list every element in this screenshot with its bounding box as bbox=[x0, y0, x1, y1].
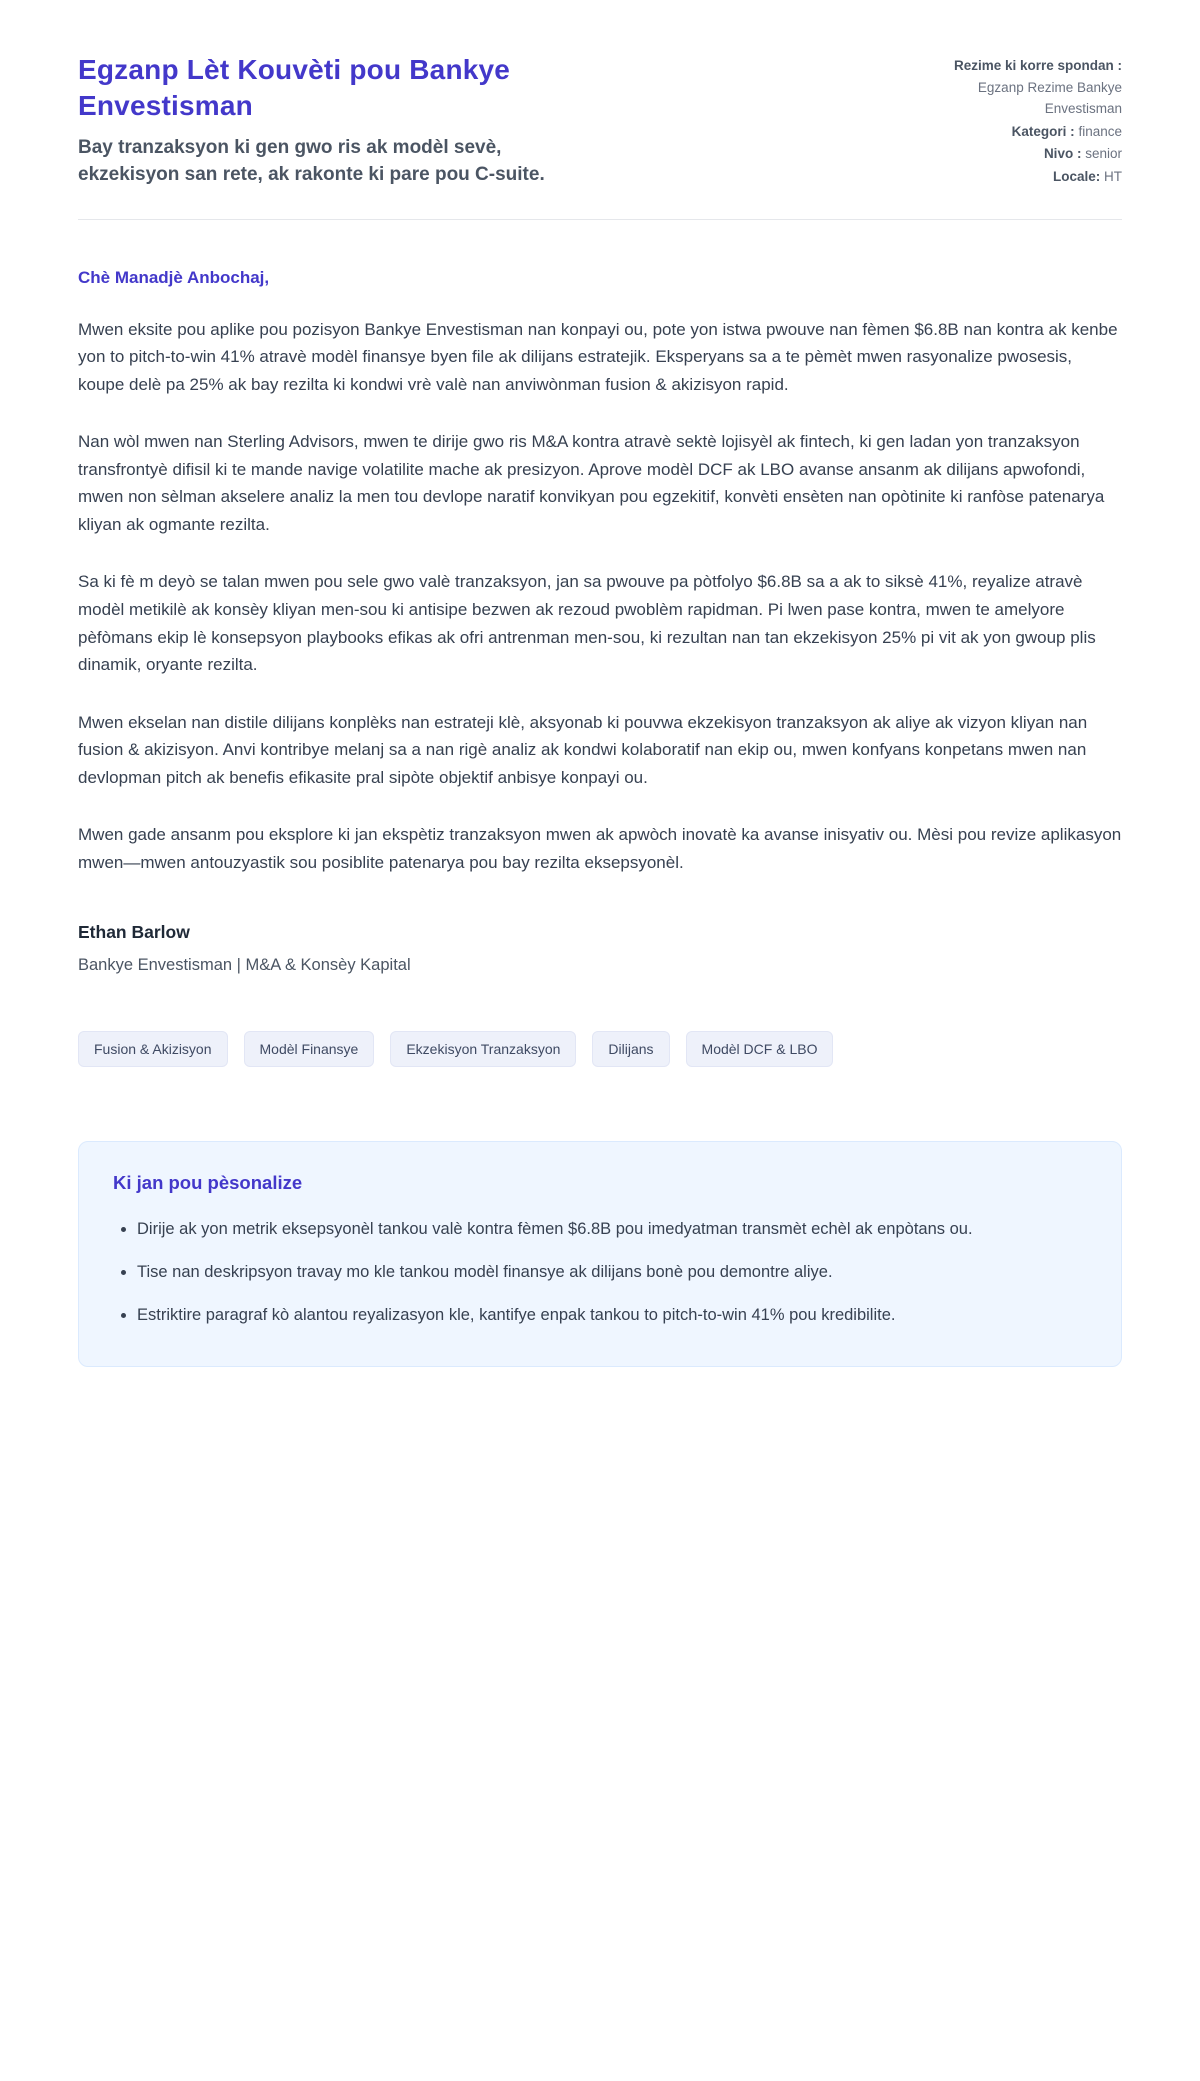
tips-list bbox=[113, 1216, 1087, 1328]
tips-item: • Dirije ak yon metrik eksepsyonèl tankou valè kontra fèmen $6.8B pou imedyatman transmèt echèl ak enpòtans ou. bbox=[137, 1216, 1087, 1243]
tips-title: Ki jan pou pèsonalize bbox=[113, 1172, 303, 1194]
personalization-tips-box bbox=[78, 1141, 1122, 1367]
skill-tag: Ekzekisyon Tranzaksyon bbox=[390, 1031, 576, 1067]
letter-body bbox=[78, 268, 1122, 976]
page-subtitle: Bay tranzaksyon ki gen gwo ris ak modèl sevè, ekzekisyon san rete, ak rakonte ki pare pou C-suite. bbox=[78, 136, 545, 185]
skill-tag: Modèl Finansye bbox=[244, 1031, 375, 1067]
page-title: Egzanp Lèt Kouvèti pou Bankye Envestisman bbox=[78, 54, 511, 122]
letter-paragraph: Sa ki fè m deyò se talan mwen pou sele gwo valè tranzaksyon, jan sa pwouve pa pòtfolyo $6.8B sa a ak to siksè 41%, reyalize atravè modèl metikilè ak konsèy kliyan men-sou ki antisipe bezwen ak rezoud pwoblèm rapidman. Pi lwen pase kontra, mwen te amelyore pèfòmans ekip lè konsepsyon playbooks efikas ak ofri antrenman men-sou, ki rezultan nan tan ekzekisyon 25% pi vit ak yon gwoup plis dinamik, oryante rezilta. bbox=[78, 572, 1096, 675]
letter-paragraph: Mwen ekselan nan distile dilijans konplèks nan estrateji klè, aksyonab ki pouvwa ekzekisyon tranzaksyon ak aliye ak vizyon kliyan nan fusion & akizisyon. Anvi kontribye melanj sa a nan rigè analiz ak kondwi kolaboratif nan ekip ou, mwen konfyans konpetans mwen nan devlopman pitch ak benefis efikasite pral sipòte objektif anbisye konpayi ou. bbox=[78, 712, 1088, 787]
signature-name: Ethan Barlow bbox=[78, 922, 190, 943]
meta-locale bbox=[907, 166, 1122, 188]
meta-category-value: finance bbox=[1078, 123, 1122, 139]
letter-paragraph: Mwen gade ansanm pou eksplore ki jan ekspètiz tranzaksyon mwen ak apwòch inovatè ka avanse inisyativ ou. Mèsi pou revize aplikasyon mwen—mwen antouzyastik sou posiblite patenarya pou bay rezilta eksepsyonèl. bbox=[78, 825, 1122, 872]
skill-tag: Modèl DCF & LBO bbox=[686, 1031, 834, 1067]
skill-tags bbox=[78, 1031, 1122, 1067]
meta-locale-label: Locale: bbox=[1052, 168, 1101, 184]
letter-paragraph: Nan wòl mwen nan Sterling Advisors, mwen te dirije gwo ris M&A kontra atravè sektè lojisyèl ak fintech, ki gen ladan yon tranzaksyon transfrontyè difisil ki te mande navige volatilite mache ak presizyon. Aprove modèl DCF ak LBO avanse ansanm ak dilijans apwofondi, mwen non sèlman akselere analiz la men tou devlope naratif konvikyan pou egzekitif, konvèti ensèten nan opòtinite ki ranfòse patenarya kliyan ak ogmante rezilta. bbox=[78, 432, 1105, 534]
meta-resume-label: Rezime ki korre spondan : bbox=[953, 58, 1122, 73]
meta-resume bbox=[907, 55, 1122, 120]
cover-letter-page bbox=[78, 0, 1122, 1367]
meta-level-label: Nivo : bbox=[1043, 146, 1082, 162]
skill-tag: Dilijans bbox=[592, 1031, 669, 1067]
page-header bbox=[78, 52, 1122, 189]
letter-greeting: Chè Manadjè Anbochaj, bbox=[78, 267, 270, 287]
header-title-block bbox=[78, 52, 548, 189]
meta-category bbox=[907, 121, 1122, 143]
meta-level-value: senior bbox=[1085, 146, 1122, 162]
meta-block bbox=[907, 52, 1122, 189]
tips-item: • Tise nan deskripsyon travay mo kle tankou modèl finansye ak dilijans bonè pou demontre aliye. bbox=[137, 1259, 1087, 1286]
tips-item: • Estriktire paragraf kò alantou reyalizasyon kle, kantifye enpak tankou to pitch-to-win 41% pou kredibilite. bbox=[137, 1302, 1087, 1329]
meta-locale-value: HT bbox=[1104, 168, 1122, 184]
header-divider bbox=[78, 219, 1122, 220]
letter-paragraph: Mwen eksite pou aplike pou pozisyon Bankye Envestisman nan konpayi ou, pote yon istwa pwouve nan fèmen $6.8B nan kontra ak kenbe yon to pitch-to-win 41% atravè modèl finansye byen file ak dilijans estratejik. Eksperyans sa a te pèmèt mwen rasyonalize pwosesis, koupe delè pa 25% ak bay rezilta ki kondwi vrè valè nan anviwònman fusion & akizisyon rapid. bbox=[78, 319, 1118, 394]
meta-level bbox=[907, 143, 1122, 165]
meta-resume-value: Egzanp Rezime Bankye Envestisman bbox=[977, 79, 1122, 117]
meta-category-label: Kategori : bbox=[1011, 123, 1075, 139]
skill-tag: Fusion & Akizisyon bbox=[78, 1031, 228, 1067]
signature-role: Bankye Envestisman | M&A & Konsèy Kapital bbox=[78, 956, 411, 975]
